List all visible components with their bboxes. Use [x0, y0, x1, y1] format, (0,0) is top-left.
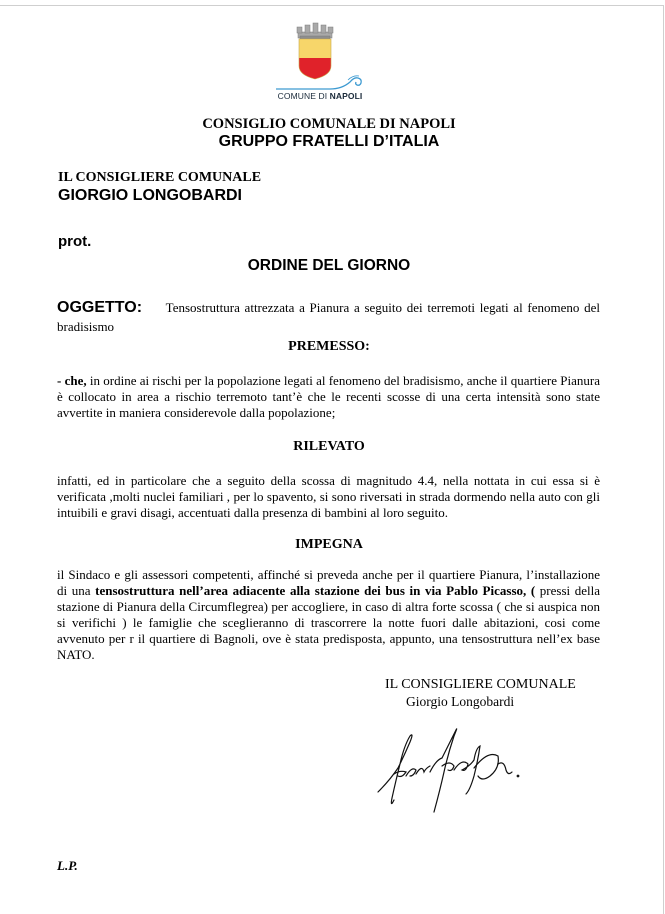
premesso-lead: - che, [57, 373, 87, 388]
impegna-paragraph [57, 567, 600, 663]
author-role: IL CONSIGLIERE COMUNALE [58, 170, 262, 185]
premesso-paragraph [57, 373, 600, 421]
rilevato-paragraph: infatti, ed in particolare che a seguito della scossa di magnitudo 4.4, nella nottata in cui essa si è verificata ,molti nuclei familiari , per lo spavento, si sono riversati in strada dormendo nella auto con gli intuibili e gravi disagi, accentuati dalla presenza di bambini al loro seguito. [57, 473, 600, 520]
logo-text-bold: NAPOLI [329, 91, 363, 101]
protocol-label: prot. [58, 233, 92, 250]
subject-paragraph [57, 298, 600, 336]
comune-di-napoli-logo [270, 22, 370, 104]
document-title: ORDINE DEL GIORNO [247, 257, 411, 274]
impegna-text-1: il Sindaco e gli assessori competenti, affinché si preveda anche per il quartiere Pianura, l’installazione di una [57, 567, 600, 598]
impegna-heading: IMPEGNA [295, 537, 363, 552]
subject-text: Tensostruttura attrezzata a Pianura a seguito dei terremoti legati al fenomeno del bradisismo [57, 300, 601, 334]
signatory-name: Giorgio Longobardi [406, 694, 515, 709]
logo-text [270, 91, 370, 101]
signatory-role: IL CONSIGLIERE COMUNALE [385, 677, 576, 692]
subject-label: OGGETTO: [57, 299, 143, 316]
page-border-right [663, 5, 664, 914]
page-border-top [0, 5, 663, 6]
impegna-text-2: pressi della stazione di Pianura della Circumflegrea) per accogliere, in caso di altra forte scossa ( che si auspica non si verifichi ) le famiglie che sceglieranno di trascorrere la notte fuori dalle abitazioni, cosi come avvenuto per r il quartiere di Bagnoli, ove è stata predisposta, appunto, una tensostruttura nell’ex base NATO. [57, 583, 600, 662]
council-heading: CONSIGLIO COMUNALE DI NAPOLI [202, 116, 456, 132]
logo-text-regular: COMUNE DI [277, 91, 330, 101]
impegna-bold: tensostruttura nell’area adiacente alla stazione dei bus in via Pablo Picasso, ( [95, 583, 536, 598]
premesso-heading: PREMESSO: [288, 339, 370, 354]
handwritten-signature [370, 720, 530, 820]
premesso-text: in ordine ai rischi per la popolazione legati al fenomeno del bradisismo, anche il quartiere Pianura è collocato in area a rischio terremoto tant’è che le recenti scosse di una certa intensità sono state avvertite in maniera considerevole dalla popolazione; [57, 373, 600, 420]
rilevato-heading: RILEVATO [293, 439, 365, 454]
initials: L.P. [57, 858, 78, 873]
group-heading: GRUPPO FRATELLI D’ITALIA [218, 133, 440, 150]
author-name: GIORGIO LONGOBARDI [58, 187, 242, 204]
coat-of-arms-icon [270, 22, 370, 92]
